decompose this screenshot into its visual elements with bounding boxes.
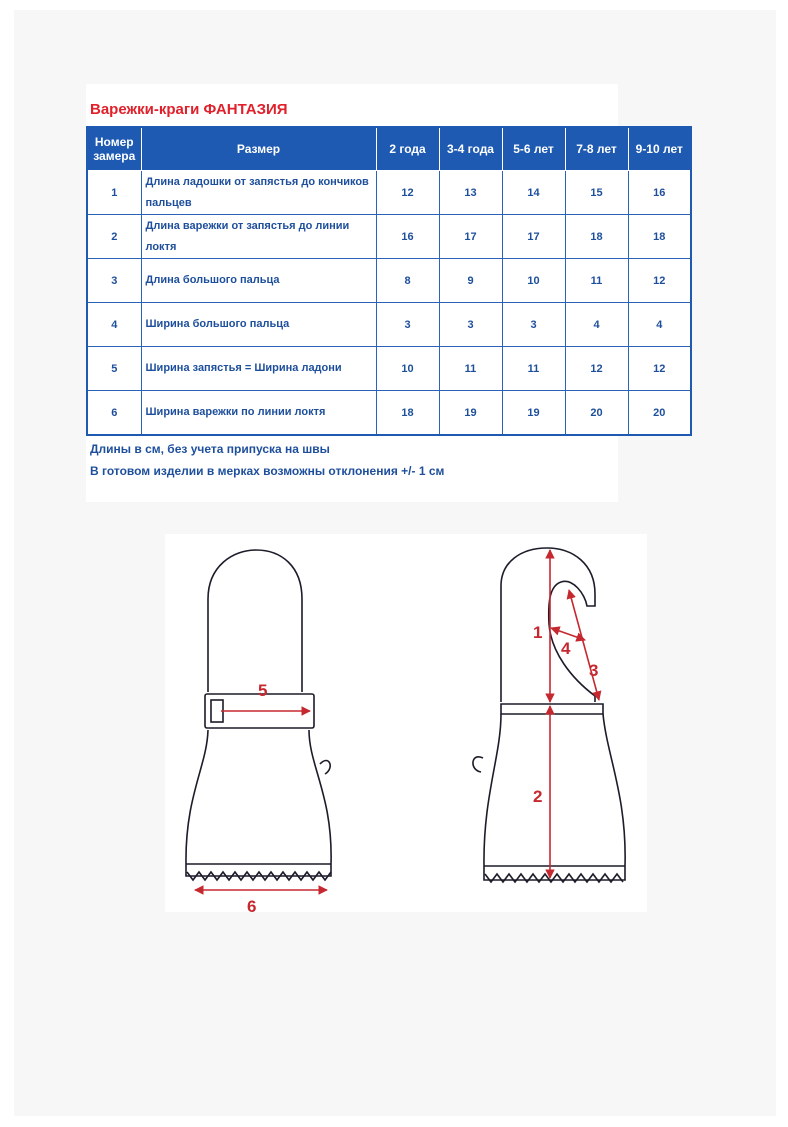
- measure-value: 12: [628, 347, 691, 391]
- measure-number: 5: [87, 347, 141, 391]
- measurement-diagram: [165, 534, 647, 912]
- measure-value: 13: [439, 171, 502, 215]
- measure-value: 11: [565, 259, 628, 303]
- measure-label-5: 5: [258, 681, 268, 700]
- header-size: Размер: [141, 127, 376, 171]
- measure-value: 10: [376, 347, 439, 391]
- measure-value: 18: [376, 391, 439, 436]
- measure-label-2: 2: [533, 787, 543, 806]
- header-size-col: 2 года: [376, 127, 439, 171]
- measure-value: 17: [439, 215, 502, 259]
- measure-number: 3: [87, 259, 141, 303]
- header-size-col: 7-8 лет: [565, 127, 628, 171]
- measure-number: 1: [87, 171, 141, 215]
- measure-description: Ширина запястья = Ширина ладони: [141, 347, 376, 391]
- measure-description: Ширина большого пальца: [141, 303, 376, 347]
- measure-value: 12: [628, 259, 691, 303]
- measure-value: 11: [439, 347, 502, 391]
- measure-description: Длина большого пальца: [141, 259, 376, 303]
- measure-label-3: 3: [589, 661, 599, 680]
- measure-value: 14: [502, 171, 565, 215]
- header-size-col: 3-4 года: [439, 127, 502, 171]
- table-row: [87, 347, 691, 391]
- measure-value: 18: [628, 215, 691, 259]
- measure-value: 4: [565, 303, 628, 347]
- measure-value: 16: [376, 215, 439, 259]
- note-units: Длины в см, без учета припуска на швы: [90, 442, 330, 456]
- note-tolerance: В готовом изделии в мерках возможны отклонения +/- 1 см: [90, 464, 445, 478]
- table-row: [87, 259, 691, 303]
- page-title: Варежки-краги ФАНТАЗИЯ: [90, 101, 288, 118]
- measure-label-1: 1: [533, 623, 543, 642]
- header-size-col: 5-6 лет: [502, 127, 565, 171]
- measure-value: 17: [502, 215, 565, 259]
- measure-value: 3: [439, 303, 502, 347]
- measure-number: 2: [87, 215, 141, 259]
- measure-value: 3: [502, 303, 565, 347]
- table-row: [87, 303, 691, 347]
- measure-description: Длина варежки от запястья до линии локтя: [141, 215, 376, 259]
- table-header-row: [87, 127, 691, 171]
- table-row: [87, 391, 691, 436]
- mitten-drawing: [165, 534, 647, 912]
- header-size-col: 9-10 лет: [628, 127, 691, 171]
- header-number: Номер замера: [87, 127, 141, 171]
- measure-value: 19: [439, 391, 502, 436]
- measure-number: 6: [87, 391, 141, 436]
- measure-value: 8: [376, 259, 439, 303]
- measure-value: 9: [439, 259, 502, 303]
- measure-value: 20: [565, 391, 628, 436]
- mitten-back-view: [186, 550, 331, 880]
- measure-value: 4: [628, 303, 691, 347]
- measure-value: 11: [502, 347, 565, 391]
- measure-description: Длина ладошки от запястья до кончиков пальцев: [141, 171, 376, 215]
- measure-value: 10: [502, 259, 565, 303]
- mitten-palm-view: [473, 548, 625, 882]
- table-row: [87, 215, 691, 259]
- measure-value: 16: [628, 171, 691, 215]
- measure-value: 15: [565, 171, 628, 215]
- measure-value: 12: [376, 171, 439, 215]
- size-table: [86, 126, 692, 436]
- measure-value: 18: [565, 215, 628, 259]
- measure-value: 19: [502, 391, 565, 436]
- measure-label-4: 4: [561, 639, 571, 658]
- measure-value: 20: [628, 391, 691, 436]
- measurement-lines: [195, 550, 599, 890]
- measure-value: 12: [565, 347, 628, 391]
- measure-description: Ширина варежки по линии локтя: [141, 391, 376, 436]
- measure-value: 3: [376, 303, 439, 347]
- measure-number: 4: [87, 303, 141, 347]
- measure-label-6: 6: [247, 897, 257, 912]
- table-row: [87, 171, 691, 215]
